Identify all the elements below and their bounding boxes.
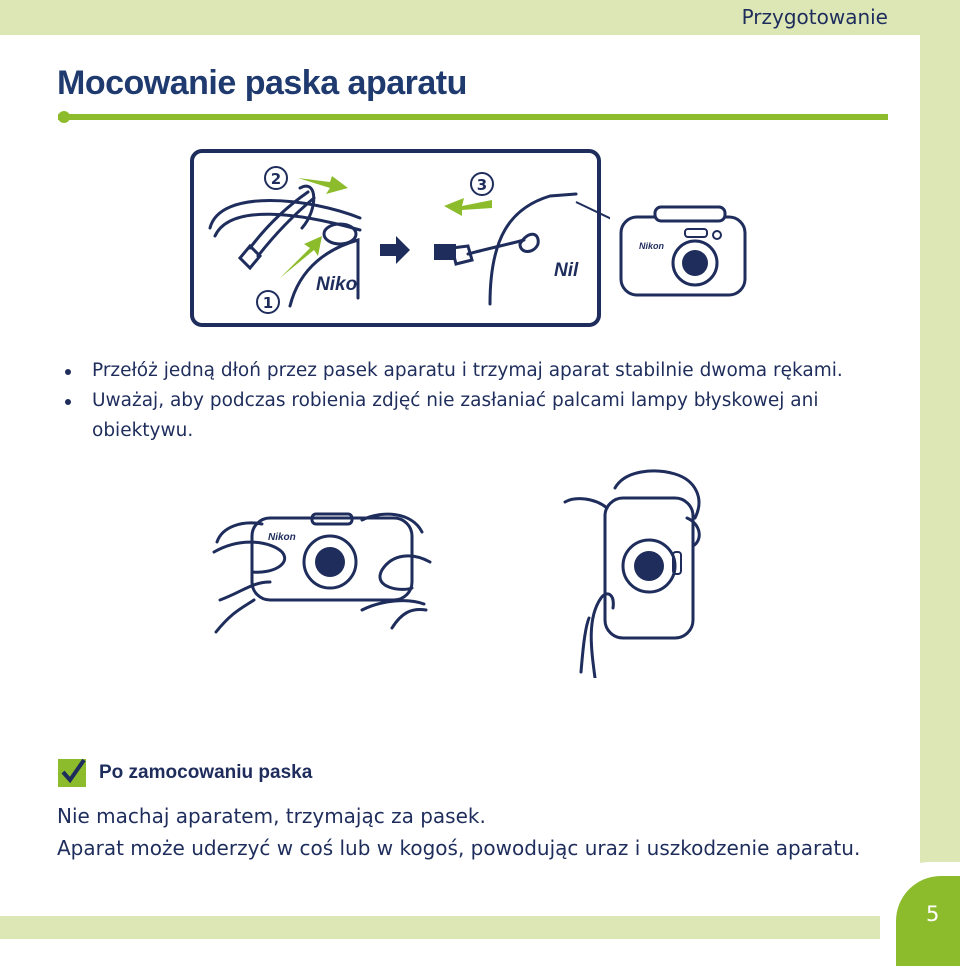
step-2-label: 2 [270, 170, 282, 188]
side-band [920, 35, 960, 939]
horizontal-grip-figure [212, 492, 432, 637]
brand-label-left: Niko [316, 274, 358, 295]
list-item: Przełóż jedną dłoń przez pasek aparatu i trzymaj aparat stabilnie dwoma rękami. [62, 356, 882, 386]
checkmark-icon [57, 758, 87, 788]
section-title: Przygotowanie [741, 5, 888, 29]
strap-attach-figure [190, 148, 610, 330]
step-1-label: 1 [262, 294, 274, 312]
vertical-grip-figure [555, 468, 715, 678]
page-title: Mocowanie paska aparatu [57, 64, 467, 102]
brand-label-grip: Nikon [268, 532, 296, 543]
camera-icon [615, 203, 755, 303]
list-item: Uważaj, aby podczas robienia zdjęć nie zasłaniać palcami lampy błyskowej ani obiektywu. [62, 386, 882, 446]
brand-label-small: Nikon [639, 241, 665, 251]
step-3-label: 3 [476, 176, 488, 194]
page-number: 5 [926, 902, 940, 926]
brand-label-right: Nil [554, 260, 579, 281]
note-header [57, 758, 312, 788]
footer-band [0, 916, 960, 939]
title-rule [58, 114, 888, 120]
note-line-2: Aparat może uderzyć w coś lub w kogoś, powodując uraz i uszkodzenie aparatu. [57, 836, 861, 860]
instruction-list [62, 356, 882, 446]
note-line-1: Nie machaj aparatem, trzymając za pasek. [57, 804, 486, 828]
note-title: Po zamocowaniu paska [99, 762, 313, 783]
